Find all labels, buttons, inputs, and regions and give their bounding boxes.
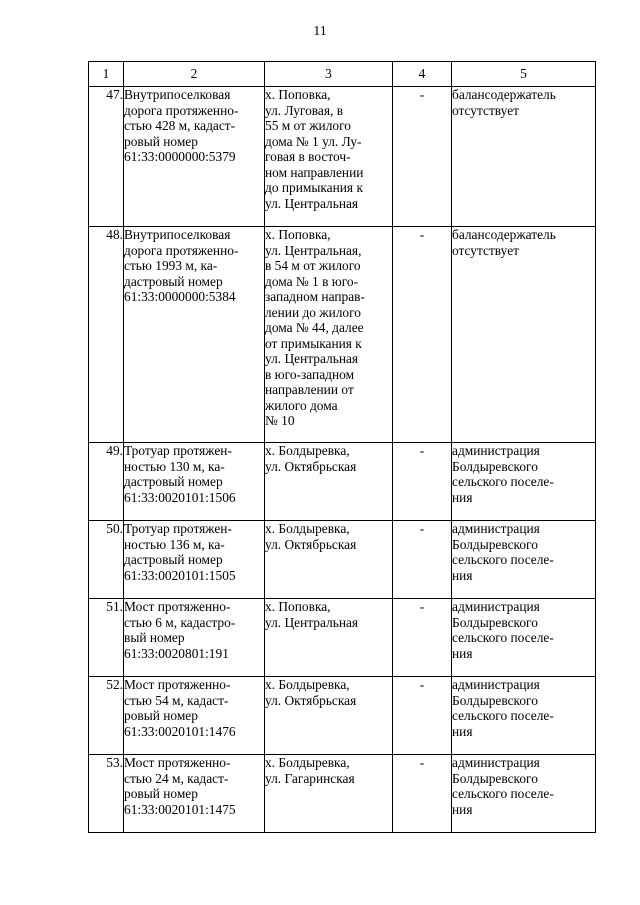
object-description: Мост протяженно- стью 54 м, кадаст- ровый номер 61:33:0020101:1476 — [124, 677, 236, 739]
column-4-value: - — [393, 755, 452, 833]
object-address: х. Поповка, ул. Центральная — [265, 599, 359, 630]
column-4-value: - — [393, 677, 452, 755]
object-description: Тротуар протяжен- ностью 130 м, ка- дастровый номер 61:33:0020101:1506 — [124, 443, 236, 505]
object-address: х. Поповка, ул. Центральная, в 54 м от жилого дома № 1 в юго- западном направ- лении до жилого дома № 44, далее от примыкания к ул. Центральная в юго-западном направлении от жилого дома № 10 — [265, 227, 365, 428]
row-number: 47. — [89, 87, 124, 227]
table-row — [89, 227, 596, 443]
object-address: х. Болдыревка, ул. Октябрьская — [265, 521, 357, 552]
column-4-value: - — [393, 521, 452, 599]
table-row — [89, 443, 596, 521]
object-address: х. Болдыревка, ул. Октябрьская — [265, 677, 357, 708]
column-4-value: - — [393, 443, 452, 521]
property-registry-table — [88, 61, 596, 833]
row-number: 52. — [89, 677, 124, 755]
balance-holder: балансодержатель отсутствует — [452, 87, 556, 118]
column-4-value: - — [393, 599, 452, 677]
object-description: Тротуар протяжен- ностью 136 м, ка- дастровый номер 61:33:0020101:1505 — [124, 521, 236, 583]
balance-holder: администрация Болдыревского сельского поселе- ния — [452, 677, 554, 739]
table-row — [89, 599, 596, 677]
balance-holder: балансодержатель отсутствует — [452, 227, 556, 258]
table-row — [89, 755, 596, 833]
row-number: 48. — [89, 227, 124, 443]
header-col-3: 3 — [265, 62, 393, 87]
header-col-1: 1 — [89, 62, 124, 87]
object-address: х. Болдыревка, ул. Гагаринская — [265, 755, 355, 786]
header-col-4: 4 — [393, 62, 452, 87]
row-number: 49. — [89, 443, 124, 521]
header-col-5: 5 — [452, 62, 596, 87]
column-4-value: - — [393, 87, 452, 227]
object-address: х. Болдыревка, ул. Октябрьская — [265, 443, 357, 474]
object-description: Внутрипоселковая дорога протяженно- стью 428 м, кадаст- ровый номер 61:33:0000000:5379 — [124, 87, 239, 164]
header-col-2: 2 — [124, 62, 265, 87]
table-header — [89, 62, 596, 87]
column-4-value: - — [393, 227, 452, 443]
object-address: х. Поповка, ул. Луговая, в 55 м от жилого дома № 1 ул. Лу- говая в восточ- ном направлении до примыкания к ул. Центральная — [265, 87, 364, 211]
object-description: Мост протяженно- стью 24 м, кадаст- ровый номер 61:33:0020101:1475 — [124, 755, 236, 817]
table-row — [89, 677, 596, 755]
row-number: 53. — [89, 755, 124, 833]
object-description: Мост протяженно- стью 6 м, кадастро- вый номер 61:33:0020801:191 — [124, 599, 236, 661]
table-row — [89, 521, 596, 599]
table-body — [89, 87, 596, 833]
row-number: 51. — [89, 599, 124, 677]
balance-holder: администрация Болдыревского сельского поселе- ния — [452, 755, 554, 817]
balance-holder: администрация Болдыревского сельского поселе- ния — [452, 599, 554, 661]
row-number: 50. — [89, 521, 124, 599]
object-description: Внутрипоселковая дорога протяженно- стью 1993 м, ка- дастровый номер 61:33:0000000:5384 — [124, 227, 239, 304]
table-row — [89, 87, 596, 227]
header-row — [89, 62, 596, 87]
balance-holder: администрация Болдыревского сельского поселе- ния — [452, 521, 554, 583]
page-number: 11 — [313, 24, 327, 39]
balance-holder: администрация Болдыревского сельского поселе- ния — [452, 443, 554, 505]
